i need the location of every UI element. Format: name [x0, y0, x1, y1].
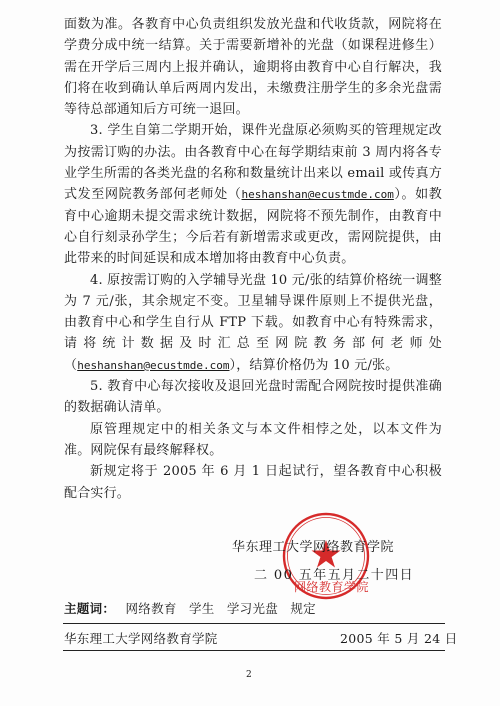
email-link[interactable]: heshanshan@ecustmde.com: [241, 188, 394, 202]
paragraph-text: 新规定将于 2005 年 6 月 1 日起试行，望各教育中心积极配合实行。: [64, 464, 442, 501]
body-paragraph: [64, 14, 442, 120]
paragraph-text: 5. 教育中心每次接收及退回光盘时需配合网院按时提供准确的数据确认清单。: [64, 379, 442, 416]
signature-date: 二 00 五年五月二十四日: [254, 568, 415, 583]
document-body: [64, 14, 442, 504]
paragraph-text: ）。如教育中心逾期未提交需求统计数据，网院将不预先制作，由教育中心自行刻录孙学生；今后若有新增需求或更改，需网院提供，由此带来的时间延误和成本增加将由教育中心负责。: [64, 187, 442, 267]
footer-divider-top: [63, 623, 445, 624]
body-paragraph: [64, 270, 442, 376]
paragraph-text: 3. 学生自第二学期开始，课件光盘原必须购买的管理规定改为按需订购的办法。由各教育中心在每学期结束前 3 周内将各专业学生所需的各类光盘的名称和数量统计出来以 email 或传真方式发至网院教务部何老师处（: [64, 123, 442, 203]
footer-date: 2005 年 5 月 24 日: [340, 631, 458, 646]
keyword-item: 学生: [188, 601, 215, 616]
body-paragraph: [64, 461, 442, 504]
keyword-item: 规定: [290, 601, 316, 616]
keywords-line: [64, 599, 444, 617]
body-paragraph: [64, 419, 442, 462]
paragraph-text: 4. 原按需订购的入学辅导光盘 10 元/张的结算价格统一调整为 7 元/张，其余规定不变。卫星辅导课件原则上不提供光盘，由教育中心和学生自行从 FTP 下载。如教育中心有特殊需求，请将统计数据及时汇总至网院教务部何老师处（: [64, 272, 442, 373]
keyword-item: 网络教育: [125, 601, 177, 616]
footer-organization: 华东理工大学网络教育学院: [64, 631, 218, 646]
keyword-item: 学习光盘: [226, 601, 279, 616]
seal-label: 网络教育学院: [294, 580, 370, 594]
body-paragraph: [64, 120, 442, 269]
paragraph-text: ），结算价格仍为 10 元/张。: [229, 357, 399, 373]
page-number: 2: [246, 670, 252, 680]
email-link[interactable]: heshanshan@ecustmde.com: [77, 358, 230, 372]
keywords-label: 主题词：: [64, 601, 116, 616]
body-paragraph: [64, 376, 442, 419]
paragraph-text: 面数为准。各教育中心负责组织发放光盘和代收货款，网院将在学费分成中统一结算。关于需要新增补的光盘（如课程进修生）需在开学后三周内上报并确认，逾期将由教育中心自行解决，我们将在收到确认单后两周内发出，未缴费注册学生的多余光盘需等待总部通知后方可统一退回。: [64, 17, 442, 118]
signature-organization: 华东理工大学网络教育学院: [232, 540, 395, 555]
footer-divider-bottom: [63, 650, 445, 651]
paragraph-text: 原管理规定中的相关条文与本文件相悖之处，以本文件为准。网院保有最终解释权。: [64, 421, 442, 458]
